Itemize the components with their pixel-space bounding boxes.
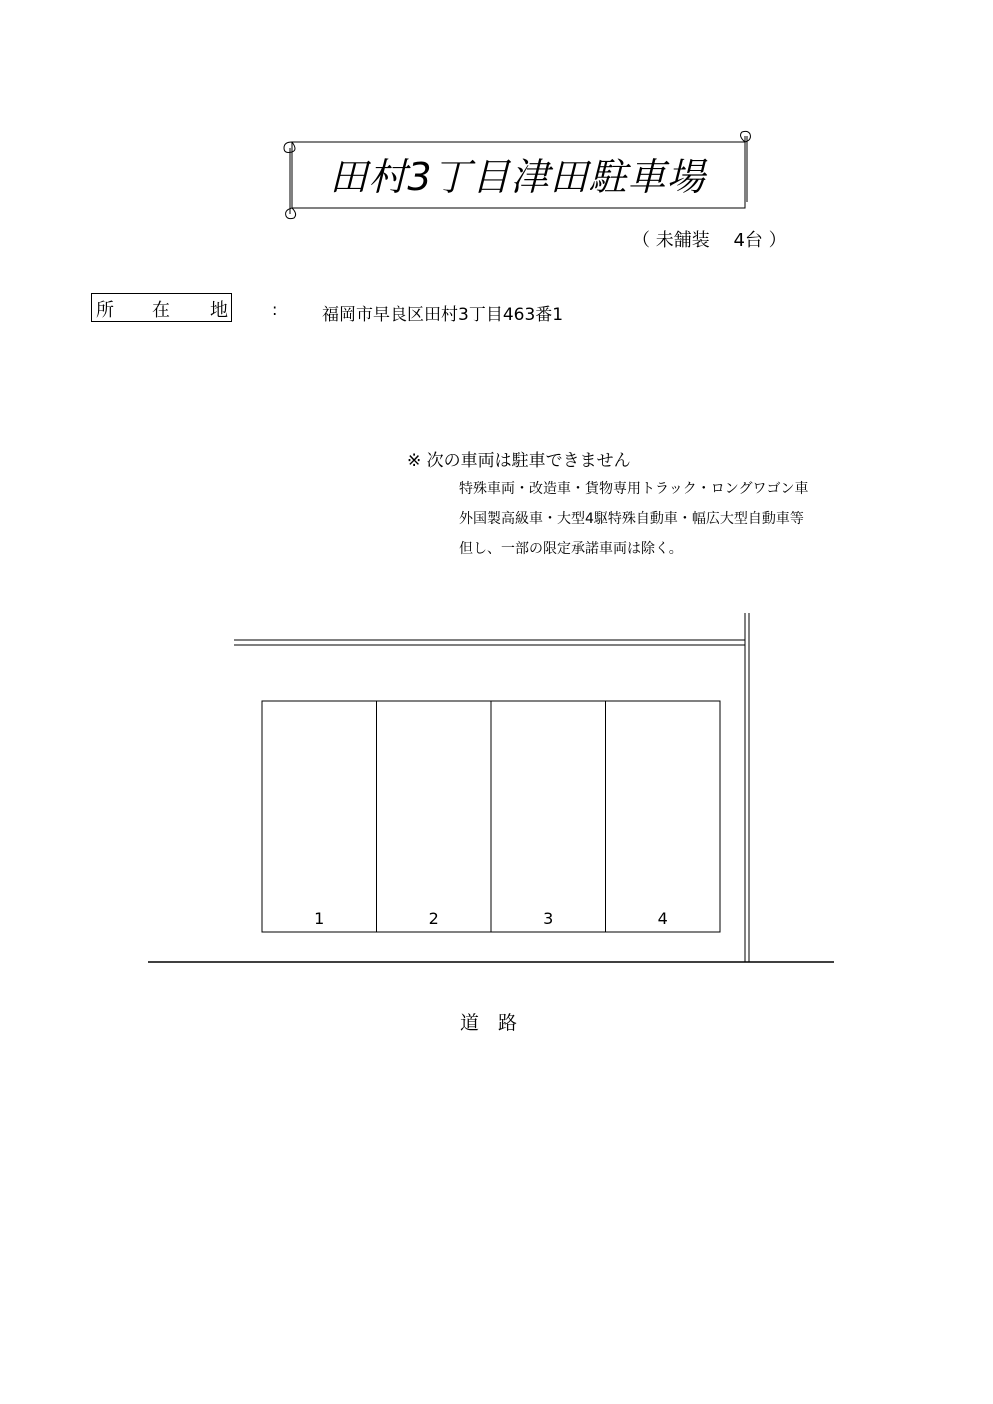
- parking-space: [262, 701, 377, 932]
- parking-space-number: 2: [428, 909, 439, 928]
- parking-space-number: 4: [657, 909, 668, 928]
- location-label-char: 所: [96, 300, 114, 321]
- location-colon: :: [272, 300, 278, 319]
- parking-space-number: 3: [543, 909, 554, 928]
- restriction-line: 特殊車両・改造車・貨物専用トラック・ロングワゴン車: [459, 481, 809, 497]
- parking-space-number: 1: [314, 909, 325, 928]
- parking-space: [491, 701, 606, 932]
- parking-space: [377, 701, 492, 932]
- restriction-line: 外国製高級車・大型4駆特殊自動車・幅広大型自動車等: [459, 511, 804, 527]
- page-title: 田村3丁目津田駐車場: [329, 155, 706, 199]
- location-label-char: 在: [152, 300, 170, 321]
- location-address: 福岡市早良区田村3丁目463番1: [322, 305, 564, 325]
- location-label-char: 地: [210, 300, 228, 321]
- restriction-line: 但し、一部の限定承諾車両は除く。: [459, 541, 683, 557]
- road-label: 道 路: [460, 1012, 518, 1034]
- spaces-note: （ 未舗装 4台 ）: [632, 230, 787, 251]
- parking-space: [606, 701, 721, 932]
- parking-spaces: [262, 701, 720, 932]
- restriction-heading: ※ 次の車両は駐車できません: [407, 451, 631, 471]
